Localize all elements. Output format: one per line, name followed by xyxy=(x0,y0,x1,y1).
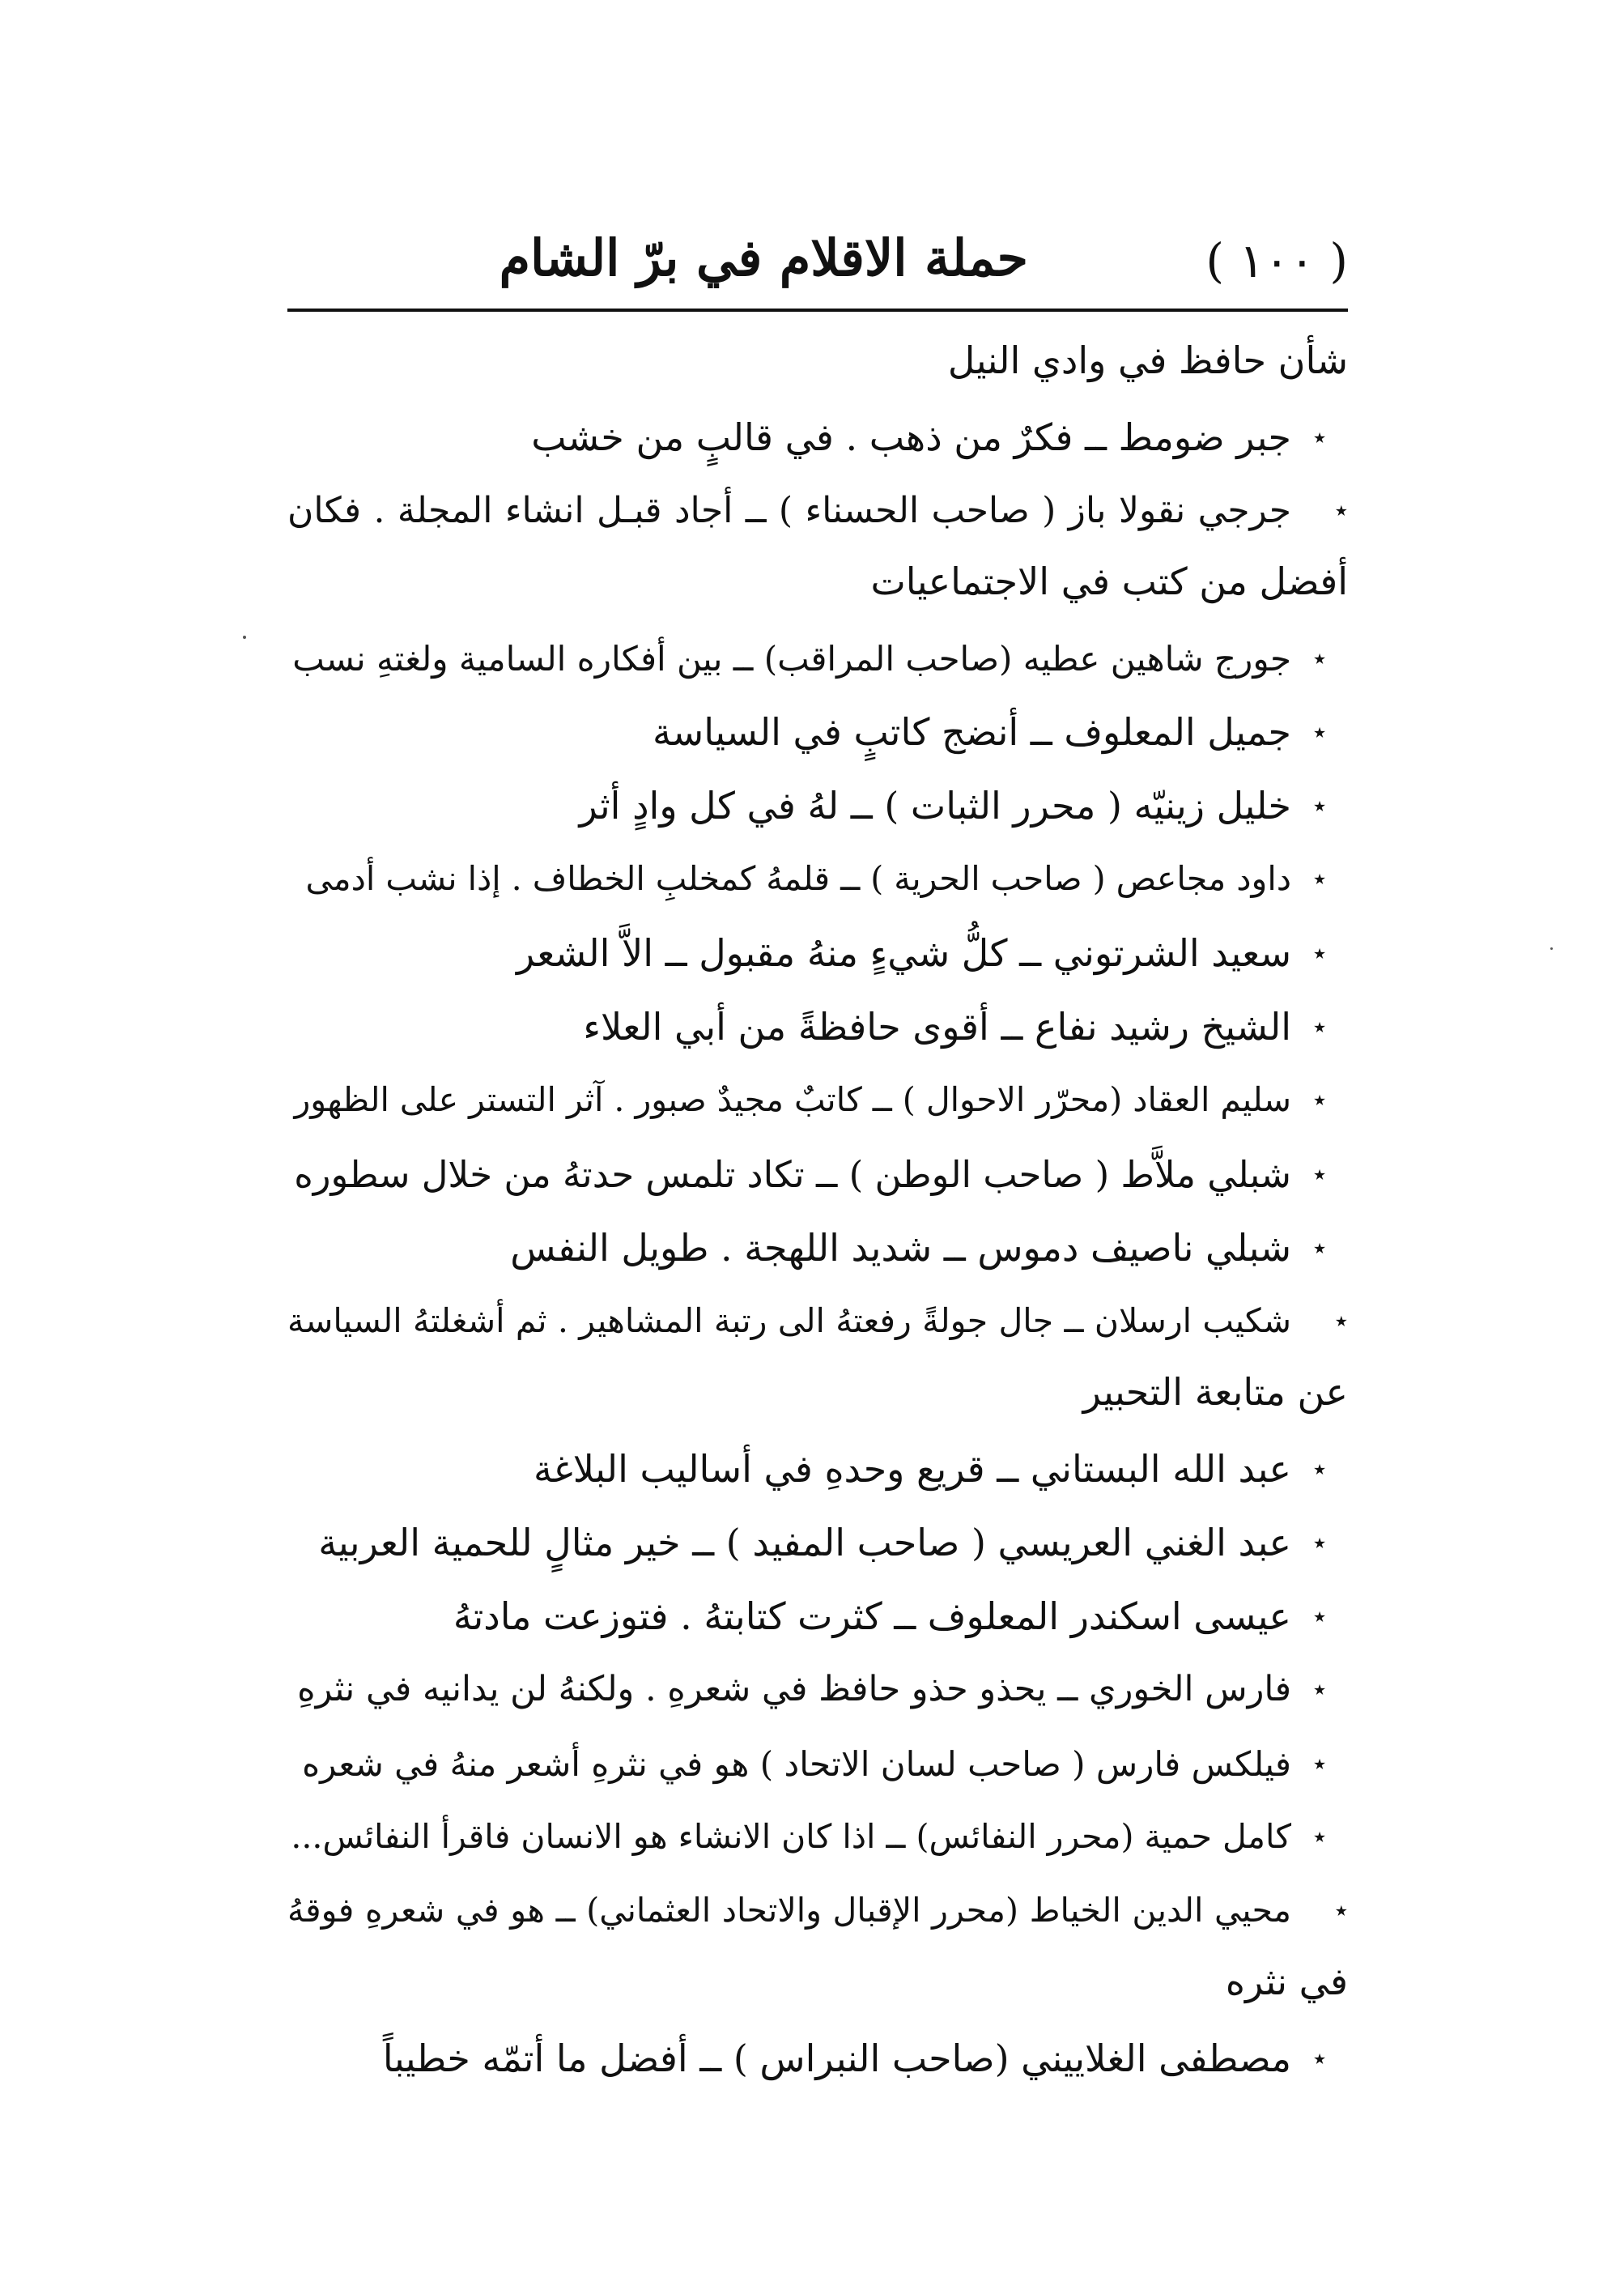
bullet-icon: ٭ xyxy=(1312,1454,1327,1483)
list-item xyxy=(287,2019,1348,2092)
entry-text: فيلكس فارس ( صاحب لسان الاتحاد ) هو في نثرهِ أشعر منهُ في شعره xyxy=(302,1743,1291,1784)
entry-text: عبد الله البستاني ــ قريع وحدهِ في أساليب البلاغة xyxy=(534,1446,1291,1491)
list-item xyxy=(287,1134,1348,1208)
list-item xyxy=(287,840,1348,913)
bullet-icon: ٭ xyxy=(1312,423,1327,452)
body-text xyxy=(287,324,1348,2092)
bullet-icon: ٭ xyxy=(1312,1086,1327,1114)
bullet-icon: ٭ xyxy=(1312,1602,1327,1631)
page-number: ( ١٠٠ ) xyxy=(1205,233,1348,288)
bullet-icon: ٭ xyxy=(1312,717,1327,747)
scan-speck xyxy=(243,636,246,639)
list-item xyxy=(287,913,1348,987)
continuation-text: شأن حافظ في وادي النيل xyxy=(947,338,1348,382)
entry-text: شبلي ملاَّط ( صاحب الوطن ) ــ تكاد تلمس حدتهُ من خلال سطوره xyxy=(294,1153,1291,1196)
bullet-icon: ٭ xyxy=(1312,644,1327,673)
bullet-icon: ٭ xyxy=(1312,865,1327,893)
scan-speck xyxy=(1550,947,1553,950)
entry-text: سليم العقاد (محرّر الاحوال ) ــ كاتبٌ مجيدٌ صبور . آثر التستر على الظهور xyxy=(294,1080,1291,1119)
list-item xyxy=(287,1871,1348,1945)
entry-text: مصطفى الغلاييني (صاحب النبراس ) ــ أفضل ما أتمّه خطيباً xyxy=(382,2036,1291,2080)
header-rule xyxy=(287,309,1348,312)
continuation-line xyxy=(287,1945,1348,2019)
bullet-icon: ٭ xyxy=(1312,1823,1327,1851)
bullet-icon: ٭ xyxy=(1312,1749,1327,1778)
continuation-line xyxy=(287,324,1348,398)
list-item xyxy=(287,1429,1348,1503)
continuation-line xyxy=(287,545,1348,619)
bullet-icon: ٭ xyxy=(1334,496,1348,525)
list-item xyxy=(287,1503,1348,1577)
bullet-icon: ٭ xyxy=(1334,1307,1348,1335)
page-header xyxy=(287,215,1348,304)
entry-text: كامل حمية (محرر النفائس) ــ اذا كان الانشاء هو الانسان فاقرأ النفائس... xyxy=(291,1817,1291,1856)
list-item xyxy=(287,1798,1348,1871)
bullet-icon: ٭ xyxy=(1312,938,1327,968)
entry-text: عبد الغني العريسي ( صاحب المفيد ) ــ خير مثالٍ للحمية العربية xyxy=(318,1520,1291,1564)
list-item xyxy=(287,1577,1348,1650)
bullet-icon: ٭ xyxy=(1312,1233,1327,1262)
list-item xyxy=(287,1650,1348,1724)
list-item xyxy=(287,692,1348,766)
bullet-icon: ٭ xyxy=(1334,1896,1348,1925)
list-item xyxy=(287,1208,1348,1282)
list-item xyxy=(287,1282,1348,1356)
continuation-text: في نثره xyxy=(1225,1960,1348,2003)
list-item xyxy=(287,1724,1348,1798)
running-title: حملة الاقلام في برّ الشام xyxy=(499,228,1028,287)
bullet-icon: ٭ xyxy=(1312,791,1327,820)
entry-text: جورج شاهين عطيه (صاحب المراقب) ــ بين أفكاره السامية ولغتهِ نسب xyxy=(292,638,1291,679)
entry-text: سعيد الشرتوني ــ كلُّ شيءٍ منهُ مقبول ــ الاَّ الشعر xyxy=(516,930,1291,975)
list-item xyxy=(287,1061,1348,1134)
list-item xyxy=(287,619,1348,692)
bullet-icon: ٭ xyxy=(1312,2044,1327,2073)
continuation-text: أفضل من كتب في الاجتماعيات xyxy=(870,560,1348,603)
list-item xyxy=(287,987,1348,1061)
bullet-icon: ٭ xyxy=(1312,1160,1327,1189)
entry-text: داود مجاعص ( صاحب الحرية ) ــ قلمهُ كمخلبِ الخطاف . إذا نشب أدمى xyxy=(305,859,1291,898)
bullet-icon: ٭ xyxy=(1312,1528,1327,1557)
entry-text: فارس الخوري ــ يحذو حذو حافظ في شعرهِ . ولكنهُ لن يدانيه في نثرهِ xyxy=(297,1668,1291,1709)
entry-text: خليل زينيّه ( محرر الثبات ) ــ لهُ في كل وادٍ أثر xyxy=(579,783,1291,828)
list-item xyxy=(287,471,1348,545)
entry-text: جميل المعلوف ــ أنضج كاتبٍ في السياسة xyxy=(652,709,1291,754)
entry-text: عيسى اسكندر المعلوف ــ كثرت كتابتهُ . فتوزعت مادتهُ xyxy=(453,1594,1291,1638)
bullet-icon: ٭ xyxy=(1312,1012,1327,1041)
list-item xyxy=(287,766,1348,840)
bullet-icon: ٭ xyxy=(1312,1675,1327,1704)
entry-text: محيي الدين الخياط (محرر الإقبال والاتحاد العثماني) ــ هو في شعرهِ فوقهُ xyxy=(287,1891,1291,1930)
entry-text: جرجي نقولا باز ( صاحب الحسناء ) ــ أجاد قبـل انشاء المجلة . فكان xyxy=(287,490,1291,531)
entry-text: شبلي ناصيف دموس ــ شديد اللهجة . طويل النفس xyxy=(510,1225,1291,1270)
continuation-text: عن متابعة التحبير xyxy=(1082,1370,1348,1414)
entry-text: الشيخ رشيد نفاع ــ أقوى حافظةً من أبي العلاء xyxy=(583,1004,1291,1049)
list-item xyxy=(287,398,1348,471)
entry-text: شكيب ارسلان ــ جال جولةً رفعتهُ الى رتبة المشاهير . ثم أشغلتهُ السياسة xyxy=(287,1301,1291,1340)
entry-text: جبر ضومط ــ فكرٌ من ذهب . في قالبٍ من خشب xyxy=(531,415,1291,459)
continuation-line xyxy=(287,1356,1348,1429)
